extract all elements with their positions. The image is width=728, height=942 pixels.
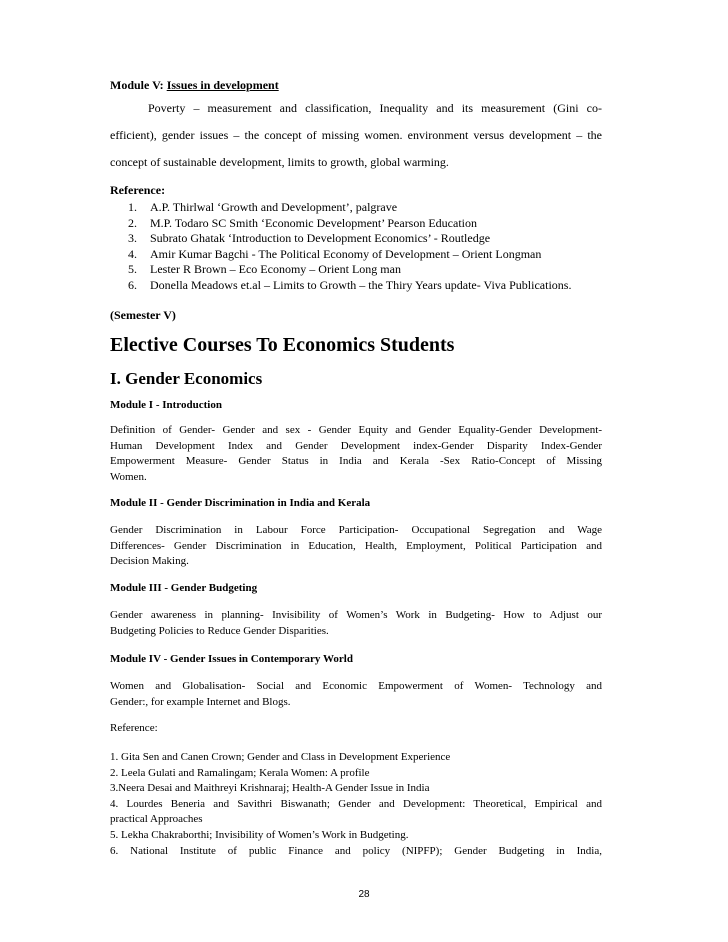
module-1-body bbox=[110, 423, 602, 485]
body-line: Women and Globalisation- Social and Economic Empowerment of Women- Technology and bbox=[110, 680, 602, 692]
body-line: Differences- Gender Discrimination in Education, Health, Employment, Political Participation and bbox=[110, 539, 602, 552]
reference-text: Subrato Ghatak ‘Introduction to Development Economics’ - Routledge bbox=[150, 231, 491, 245]
semester-label: (Semester V) bbox=[110, 308, 176, 322]
body-line: Budgeting Policies to Reduce Gender Disparities. bbox=[110, 624, 329, 637]
module-5-title: Issues in development bbox=[166, 78, 279, 92]
body-line: Women. bbox=[110, 470, 147, 483]
reference-number: 5. bbox=[128, 262, 137, 276]
reference-2-line: 1. Gita Sen and Canen Crown; Gender and Class in Development Experience bbox=[110, 751, 451, 763]
reference-2-heading: Reference: bbox=[110, 722, 158, 734]
reference-2-line: practical Approaches bbox=[110, 813, 203, 826]
reference-number: 1. bbox=[128, 200, 137, 214]
reference-number: 2. bbox=[128, 215, 137, 230]
reference-2-line: 4. Lourdes Beneria and Savithri Biswanath; Gender and Development: Theoretical, Empirical and bbox=[110, 797, 602, 810]
module-5-line: concept of sustainable development, limits to growth, global warming. bbox=[110, 155, 449, 169]
reference-text: Lester R Brown – Eco Economy – Orient Long man bbox=[150, 262, 401, 276]
reference-2-line: 2. Leela Gulati and Ramalingam; Kerala Women: A profile bbox=[110, 766, 370, 779]
module-5-line: Poverty – measurement and classification, Inequality and its measurement (Gini co- bbox=[148, 101, 602, 115]
reference-number: 4. bbox=[128, 246, 137, 261]
body-line: Gender:, for example Internet and Blogs. bbox=[110, 695, 291, 708]
module-2-heading: Module II - Gender Discrimination in India and Kerala bbox=[110, 497, 371, 509]
body-line: Empowerment Measure- Gender Status in India and Kerala -Sex Ratio-Concept of Missing bbox=[110, 455, 602, 468]
reference-item bbox=[128, 216, 608, 232]
module-2-body bbox=[110, 523, 602, 570]
reference-2-list bbox=[110, 750, 602, 859]
module-1-heading: Module I - Introduction bbox=[110, 399, 222, 411]
module-4-body bbox=[110, 679, 602, 710]
reference-number: 3. bbox=[128, 231, 137, 245]
module-3-heading: Module III - Gender Budgeting bbox=[110, 582, 258, 594]
module-3-body bbox=[110, 608, 602, 639]
reference-2-line: 5. Lekha Chakraborthi; Invisibility of Women’s Work in Budgeting. bbox=[110, 828, 409, 841]
module-5-line: efficient), gender issues – the concept of missing women. environment versus development – the bbox=[110, 128, 602, 142]
reference-text: M.P. Todaro SC Smith ‘Economic Development’ Pearson Education bbox=[150, 215, 478, 230]
reference-list bbox=[128, 200, 608, 293]
reference-2-line: 6. National Institute of public Finance and policy (NIPFP); Gender Budgeting in India, bbox=[110, 844, 602, 857]
reference-number: 6. bbox=[128, 277, 137, 292]
module-5-body bbox=[110, 95, 602, 176]
body-line: Human Development Index and Gender Development index-Gender Disparity Index-Gender bbox=[110, 439, 602, 452]
module-4-heading: Module IV - Gender Issues in Contemporary World bbox=[110, 653, 353, 665]
body-line: Gender awareness in planning- Invisibility of Women’s Work in Budgeting- How to Adjust our bbox=[110, 609, 602, 621]
reference-text: Donella Meadows et.al – Limits to Growth – the Thiry Years update- Viva Publications. bbox=[150, 277, 572, 292]
body-line: Gender Discrimination in Labour Force Participation- Occupational Segregation and Wage bbox=[110, 524, 602, 536]
page-number: 28 bbox=[358, 889, 370, 900]
reference-item bbox=[128, 231, 608, 247]
reference-heading: Reference: bbox=[110, 183, 166, 197]
reference-text: A.P. Thirlwal ‘Growth and Development’, palgrave bbox=[150, 200, 398, 214]
body-line: Decision Making. bbox=[110, 555, 189, 568]
course-title: I. Gender Economics bbox=[110, 369, 263, 388]
module-5-label: Module V: bbox=[110, 78, 164, 92]
reference-text: Amir Kumar Bagchi - The Political Economy of Development – Orient Longman bbox=[150, 246, 542, 261]
body-line: Definition of Gender- Gender and sex - Gender Equity and Gender Equality-Gender Development- bbox=[110, 424, 602, 436]
reference-item bbox=[128, 262, 608, 278]
reference-item bbox=[128, 278, 608, 294]
reference-item bbox=[128, 247, 608, 263]
reference-2-line: 3.Neera Desai and Maithreyi Krishnaraj; Health-A Gender Issue in India bbox=[110, 782, 430, 795]
reference-item bbox=[128, 200, 608, 216]
elective-title: Elective Courses To Economics Students bbox=[110, 334, 455, 356]
module-5-heading bbox=[110, 78, 602, 93]
